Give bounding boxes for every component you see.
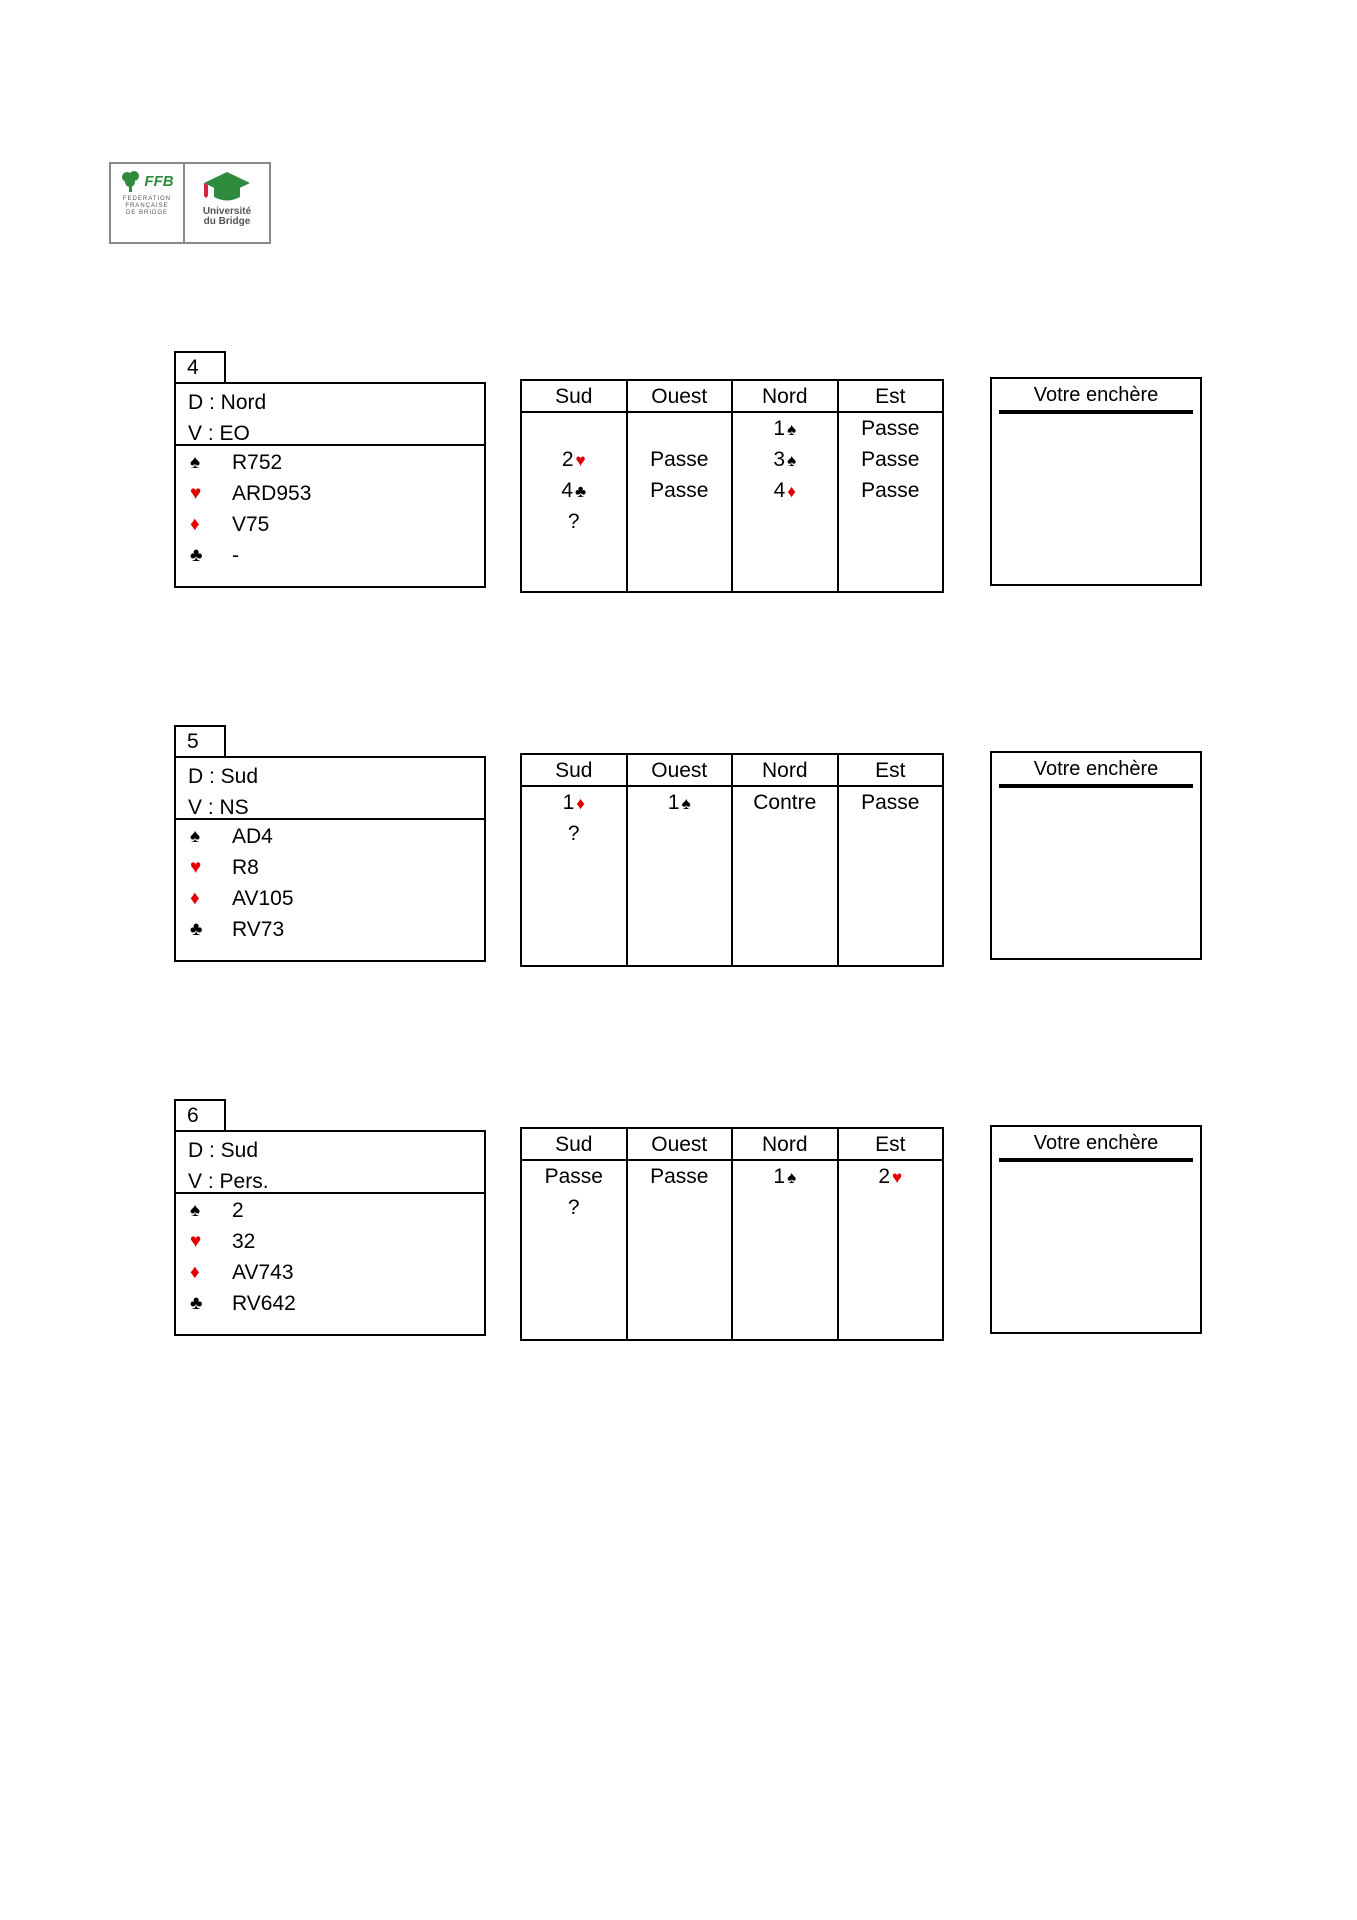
bid-cell: 4 ♦	[773, 479, 796, 502]
bid-header-sud: Sud	[522, 381, 626, 413]
heart-icon: ♥	[190, 856, 202, 878]
spade-icon: ♠	[190, 1199, 201, 1221]
bid-column-sud	[522, 1129, 628, 1339]
deal-5	[0, 725, 1357, 985]
diamonds-cards: AV105	[232, 886, 294, 910]
hand-suits	[176, 446, 484, 571]
diamond-icon: ♦	[190, 513, 200, 535]
bid-cell: Passe	[544, 1165, 603, 1188]
hand-box	[174, 756, 486, 962]
bid-header-nord: Nord	[733, 755, 837, 787]
hearts-cards: 32	[232, 1229, 256, 1253]
bid-cell: 3 ♠	[773, 448, 797, 471]
bid-column-ouest	[628, 381, 734, 591]
answer-box[interactable]	[990, 751, 1202, 960]
bid-cell: Contre	[753, 791, 817, 814]
hand-header	[176, 384, 484, 446]
bid-cell: Passe	[650, 448, 709, 471]
hearts-row	[176, 852, 484, 883]
spades-row	[176, 821, 484, 852]
bid-cell: 4 ♣	[561, 479, 587, 502]
bid-column-sud	[522, 755, 628, 965]
answer-underline	[999, 410, 1193, 414]
bid-column-est	[839, 381, 943, 591]
deal-number: 5	[174, 725, 226, 756]
bid-cell	[522, 413, 626, 444]
ffb-text: FFB	[144, 172, 174, 190]
hand-suits	[176, 820, 484, 945]
spades-row	[176, 447, 484, 478]
dealer-label: D : Sud	[188, 1139, 259, 1162]
spades-cards: AD4	[232, 824, 273, 848]
spade-icon: ♠	[190, 451, 201, 473]
bid-cell	[733, 506, 837, 537]
spade-icon: ♠	[787, 451, 797, 470]
clubs-row	[176, 1288, 484, 1319]
bid-column-nord	[733, 381, 839, 591]
bid-header-ouest: Ouest	[628, 381, 732, 413]
diamond-icon: ♦	[787, 482, 796, 501]
bid-cell: ?	[567, 822, 580, 845]
bid-column-est	[839, 1129, 943, 1339]
diamond-icon: ♦	[576, 794, 585, 813]
club-icon: ♣	[190, 544, 203, 566]
diamonds-row	[176, 883, 484, 914]
bidding-table	[520, 753, 944, 967]
diamonds-cards: AV743	[232, 1260, 294, 1284]
deal-6	[0, 1099, 1357, 1359]
bid-cell: ?	[567, 510, 580, 533]
ffb-university-logo	[109, 162, 271, 244]
spade-icon: ♠	[190, 825, 201, 847]
answer-underline	[999, 784, 1193, 788]
spades-cards: R752	[232, 450, 283, 474]
bid-cell: 1 ♠	[667, 791, 691, 814]
bid-header-est: Est	[839, 1129, 943, 1161]
bid-header-sud: Sud	[522, 1129, 626, 1161]
bid-cell: 2 ♥	[561, 448, 586, 471]
bid-header-ouest: Ouest	[628, 755, 732, 787]
spade-icon: ♠	[787, 420, 797, 439]
club-icon: ♣	[575, 482, 587, 501]
diamond-icon: ♦	[190, 1261, 200, 1283]
clubs-cards: -	[232, 543, 239, 567]
bid-cell	[839, 506, 943, 537]
answer-title: Votre enchère	[1033, 758, 1159, 780]
bid-cell: 2 ♥	[878, 1165, 903, 1188]
hearts-cards: ARD953	[232, 481, 312, 505]
heart-icon: ♥	[575, 451, 586, 470]
bid-cell	[628, 413, 732, 444]
spade-icon: ♠	[787, 1168, 797, 1187]
bid-column-nord	[733, 1129, 839, 1339]
spade-icon: ♠	[681, 794, 691, 813]
vulnerability-label: V : NS	[188, 796, 249, 819]
answer-box[interactable]	[990, 377, 1202, 586]
bid-cell: Passe	[861, 791, 920, 814]
answer-underline	[999, 1158, 1193, 1162]
clubs-cards: RV642	[232, 1291, 296, 1315]
deal-number: 4	[174, 351, 226, 382]
dealer-label: D : Nord	[188, 391, 267, 414]
bid-header-est: Est	[839, 381, 943, 413]
heart-icon: ♥	[190, 1230, 202, 1252]
graduation-cap-icon	[202, 170, 252, 204]
club-icon: ♣	[190, 918, 203, 940]
bid-column-est	[839, 755, 943, 965]
bid-column-nord	[733, 755, 839, 965]
bid-header-ouest: Ouest	[628, 1129, 732, 1161]
clubs-row	[176, 540, 484, 571]
ffb-caption: FEDERATION FRANÇAISE DE BRIDGE	[122, 196, 172, 216]
bid-header-nord: Nord	[733, 381, 837, 413]
spades-cards: 2	[232, 1198, 244, 1222]
bid-column-sud	[522, 381, 628, 591]
bidding-table	[520, 1127, 944, 1341]
hand-box	[174, 382, 486, 588]
hearts-cards: R8	[232, 855, 259, 879]
vulnerability-label: V : EO	[188, 422, 250, 445]
bid-column-ouest	[628, 1129, 734, 1339]
bid-cell: Passe	[861, 417, 920, 440]
bid-column-ouest	[628, 755, 734, 965]
diamonds-cards: V75	[232, 512, 270, 536]
deal-4	[0, 351, 1357, 611]
hand-box	[174, 1130, 486, 1336]
answer-title: Votre enchère	[1033, 1132, 1159, 1154]
clubs-row	[176, 914, 484, 945]
diamonds-row	[176, 509, 484, 540]
bid-cell: Passe	[650, 479, 709, 502]
bid-cell: 1 ♦	[562, 791, 585, 814]
university-logo	[185, 164, 269, 242]
hand-header	[176, 1132, 484, 1194]
bid-cell: Passe	[650, 1165, 709, 1188]
bid-cell: ?	[567, 1196, 580, 1219]
bid-cell: Passe	[861, 479, 920, 502]
tree-icon	[120, 170, 142, 192]
vulnerability-label: V : Pers.	[188, 1170, 269, 1193]
diamond-icon: ♦	[190, 887, 200, 909]
answer-box[interactable]	[990, 1125, 1202, 1334]
bid-cell: 1 ♠	[773, 1165, 797, 1188]
bid-cell: 1 ♠	[773, 417, 797, 440]
bid-header-est: Est	[839, 755, 943, 787]
spades-row	[176, 1195, 484, 1226]
hearts-row	[176, 1226, 484, 1257]
diamonds-row	[176, 1257, 484, 1288]
bid-cell: Passe	[861, 448, 920, 471]
hand-suits	[176, 1194, 484, 1319]
university-caption: Université du Bridge	[202, 206, 252, 227]
bidding-table	[520, 379, 944, 593]
ffb-logo	[111, 164, 185, 242]
dealer-label: D : Sud	[188, 765, 259, 788]
hand-header	[176, 758, 484, 820]
bid-cell	[628, 506, 732, 537]
clubs-cards: RV73	[232, 917, 285, 941]
answer-title: Votre enchère	[1033, 384, 1159, 406]
deal-number: 6	[174, 1099, 226, 1130]
hearts-row	[176, 478, 484, 509]
heart-icon: ♥	[190, 482, 202, 504]
club-icon: ♣	[190, 1292, 203, 1314]
bid-header-nord: Nord	[733, 1129, 837, 1161]
bid-header-sud: Sud	[522, 755, 626, 787]
heart-icon: ♥	[892, 1168, 903, 1187]
